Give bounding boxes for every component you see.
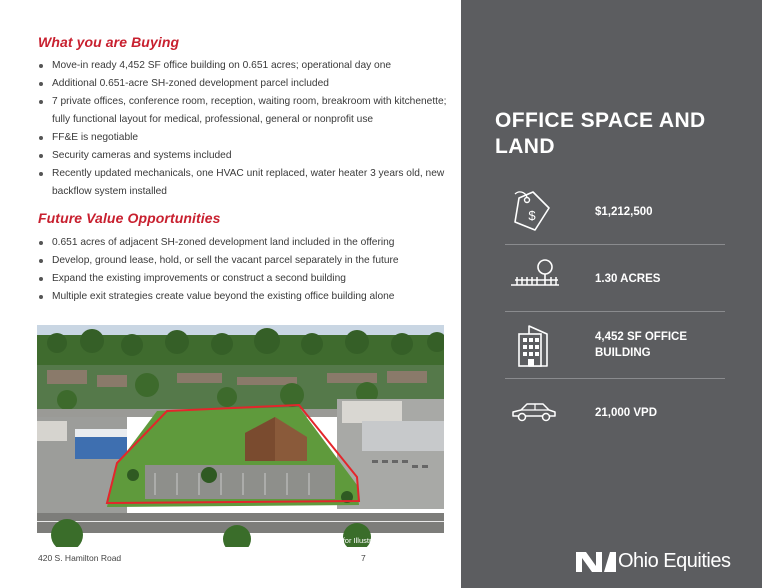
panel-title: OFFICE SPACE AND LAND	[495, 109, 706, 158]
stat-acres	[505, 255, 725, 299]
list-item: 7 private offices, conference room, reception, waiting room, breakroom with kitchenette; fully functional layout for medical, professional, general or nonprofit use	[38, 93, 450, 129]
office-building-icon	[505, 320, 561, 373]
stat-acres-value: 1.30 ACRES	[595, 273, 661, 285]
car-icon	[505, 400, 561, 429]
section-title-future: Future Value Opportunities	[38, 210, 221, 226]
divider	[505, 311, 725, 312]
page-number: 7	[361, 553, 366, 563]
stat-building	[505, 320, 725, 370]
stat-traffic-value: 21,000 VPD	[595, 407, 658, 419]
price-tag-icon	[505, 188, 561, 241]
list-item: Develop, ground lease, hold, or sell the vacant parcel separately in the future	[38, 252, 450, 270]
list-item: Expand the existing improvements or construct a second building	[38, 270, 450, 288]
svg-text:$: $	[528, 208, 536, 223]
nai-logo-mark	[574, 548, 618, 579]
stat-traffic	[505, 398, 725, 428]
list-item: Move-in ready 4,452 SF office building on 0.651 acres; operational day one	[38, 57, 450, 75]
footer-address: 420 S. Hamilton Road	[38, 553, 122, 563]
list-item: Multiple exit strategies create value beyond the existing office building alone	[38, 288, 450, 306]
aerial-photo-illustration	[37, 325, 444, 547]
list-item: FF&E is negotiable	[38, 129, 450, 147]
list-item: Security cameras and systems included	[38, 147, 450, 165]
stat-building-value: 4,452 SF OFFICE BUILDING	[595, 331, 688, 359]
aerial-photo	[37, 325, 444, 547]
list-item: Additional 0.651-acre SH-zoned development parcel included	[38, 75, 450, 93]
buying-bullet-list	[38, 57, 450, 201]
list-item: 0.651 acres of adjacent SH-zoned development land included in the offering	[38, 234, 450, 252]
future-bullet-list	[38, 234, 450, 306]
divider	[505, 244, 725, 245]
land-acres-icon	[505, 255, 561, 300]
logo-text: Ohio Equities	[618, 550, 731, 572]
stat-price-value: $1,212,500	[595, 206, 653, 218]
divider	[505, 378, 725, 379]
section-title-buying: What you are Buying	[38, 34, 180, 50]
list-item: Recently updated mechanicals, one HVAC unit replaced, water heater 3 years old, new backflow system installed	[38, 165, 450, 201]
stat-price	[505, 188, 725, 236]
photo-caption: Red Outline for Illustration Purposes Only	[301, 536, 439, 545]
